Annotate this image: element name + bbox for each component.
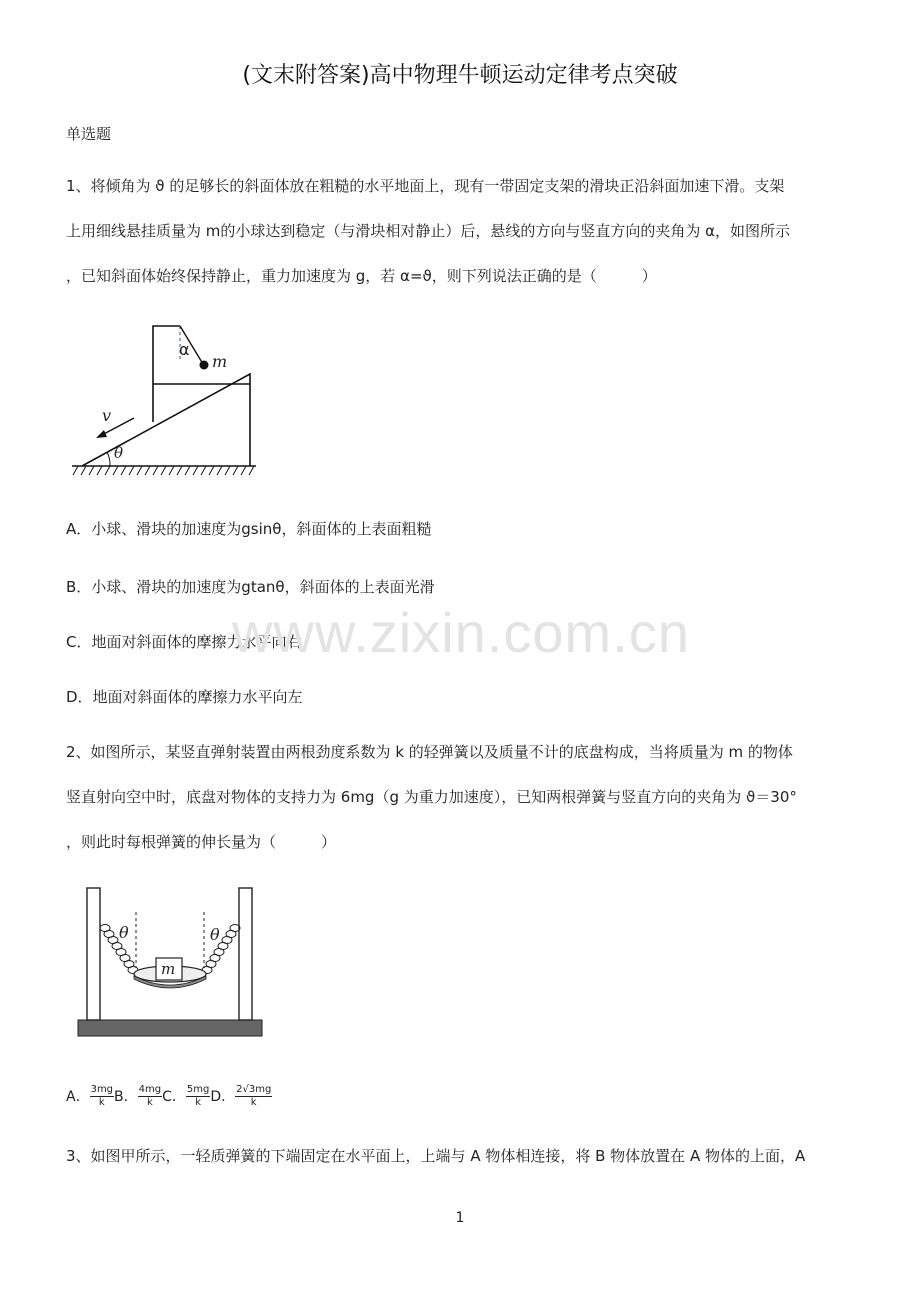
page-title: (文末附答案)高中物理牛顿运动定律考点突破 xyxy=(242,63,678,88)
q1-option-b[interactable]: B．小球、滑块的加速度为gtanθ，斜面体的上表面光滑 xyxy=(66,578,435,596)
q2-option-b[interactable] xyxy=(114,1084,162,1108)
q2-line-2: 竖直射向空中时，底盘对物体的支持力为 6mg（g 为重力加速度），已知两根弹簧与竖直方向的夹角为 ϑ＝30° xyxy=(66,788,797,806)
q2-option-a-denominator: k xyxy=(98,1097,105,1108)
q2-label-theta-left: θ xyxy=(119,923,129,942)
q2-option-d-numerator: 2√3mg xyxy=(236,1084,272,1095)
q2-label-m: m xyxy=(161,960,176,978)
q2-option-b-numerator: 4mg xyxy=(138,1084,162,1095)
q2-option-c[interactable] xyxy=(162,1084,210,1108)
q1-incline-figure xyxy=(70,318,270,480)
q2-option-b-denominator: k xyxy=(146,1097,153,1108)
q1-label-alpha: α xyxy=(179,340,190,359)
question-1-text xyxy=(66,164,866,299)
q1-option-d[interactable]: D．地面对斜面体的摩擦力水平向左 xyxy=(66,688,303,706)
q1-label-theta: θ xyxy=(114,444,124,462)
q2-option-d-fraction xyxy=(235,1084,272,1109)
q2-option-b-fraction xyxy=(138,1084,162,1109)
q2-line-1: 2、如图所示，某竖直弹射装置由两根劲度系数为 k 的轻弹簧以及质量不计的底盘构成，当将质量为 m 的物体 xyxy=(66,743,793,761)
watermark: www.zixin.com.cn xyxy=(232,601,690,664)
q1-line-3: ，已知斜面体始终保持静止，重力加速度为 g，若 α=ϑ，则下列说法正确的是（ ） xyxy=(66,267,657,285)
q1-label-m: m xyxy=(212,352,228,371)
q2-option-d-prefix: D． xyxy=(210,1088,236,1105)
q2-option-a-prefix: A． xyxy=(66,1088,90,1105)
question-3-text xyxy=(66,1134,866,1179)
q2-option-d[interactable] xyxy=(210,1084,272,1108)
q1-option-c[interactable]: C．地面对斜面体的摩擦力水平向右 xyxy=(66,633,302,651)
q2-option-c-numerator: 5mg xyxy=(186,1084,210,1095)
q2-option-c-fraction xyxy=(186,1084,210,1109)
q2-option-b-prefix: B． xyxy=(114,1088,138,1105)
q2-option-a-numerator: 3mg xyxy=(90,1084,114,1095)
q1-line-1: 1、将倾角为 ϑ 的足够长的斜面体放在粗糙的水平地面上，现有一带固定支架的滑块正沿斜面加速下滑。支架 xyxy=(66,177,785,195)
q2-option-d-denominator: k xyxy=(250,1097,257,1108)
section-label: 单选题 xyxy=(66,125,112,143)
page-number: 1 xyxy=(455,1210,465,1226)
q1-line-2: 上用细线悬挂质量为 m的小球达到稳定（与滑块相对静止）后，悬线的方向与竖直方向的夹角为 α，如图所示 xyxy=(66,222,791,240)
q1-option-a[interactable]: A．小球、滑块的加速度为gsinθ，斜面体的上表面粗糙 xyxy=(66,520,432,538)
question-2-text xyxy=(66,730,866,865)
q1-label-v: v xyxy=(102,406,112,425)
q2-options-row xyxy=(66,1084,272,1109)
q2-option-a[interactable] xyxy=(66,1084,114,1108)
q3-line-1: 3、如图甲所示，一轻质弹簧的下端固定在水平面上，上端与 A 物体相连接，将 B 物体放置在 A 物体的上面，A xyxy=(66,1147,806,1165)
q2-option-c-prefix: C． xyxy=(162,1088,186,1105)
q2-label-theta-right: θ xyxy=(210,925,220,944)
q2-option-a-fraction xyxy=(90,1084,114,1109)
q2-line-3: ，则此时每根弹簧的伸长量为（ ） xyxy=(66,833,337,851)
q2-option-c-denominator: k xyxy=(195,1097,201,1108)
